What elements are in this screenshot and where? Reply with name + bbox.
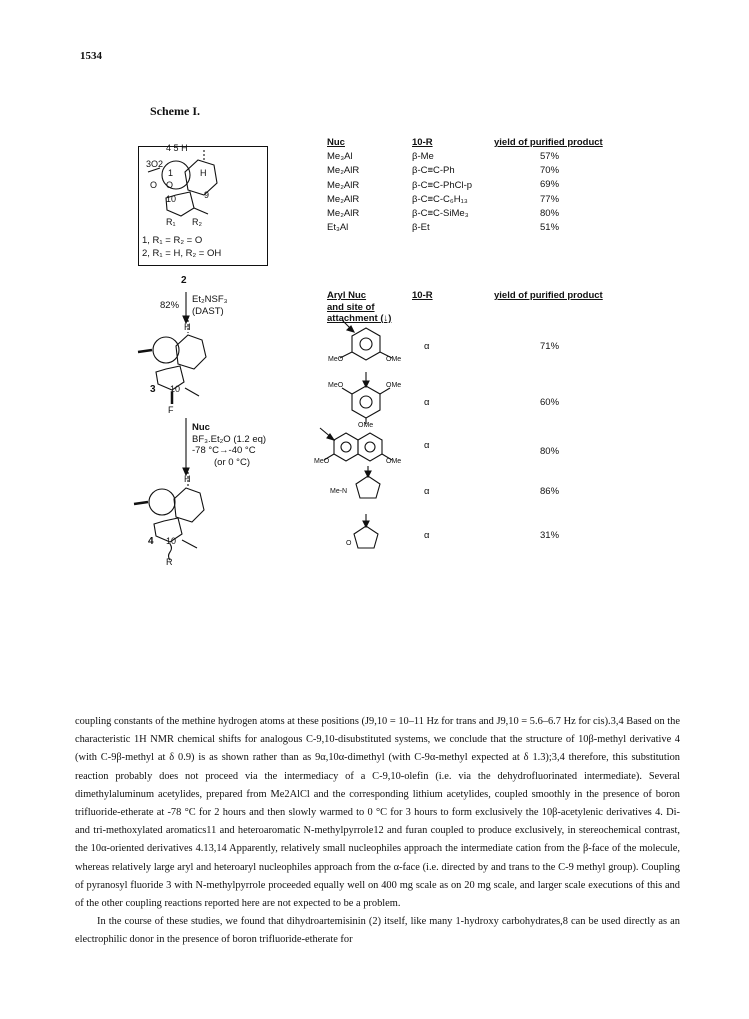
table2-header-yield: yield of purified product — [494, 290, 603, 301]
paragraph-2: In the course of these studies, we found that dihydroartemisinin (2) itself, like many 1-hydroxy carbohydrates,8 can be used directly as an electrophilic donor in the presence of boron trifluoride-etherate for — [75, 916, 680, 946]
page-number: 1534 — [80, 50, 102, 62]
top-struct-label-h: H — [200, 168, 207, 178]
top-struct-label-r2: R₂ — [192, 217, 202, 227]
compound-1-label: 1, R₁ = R₂ = O — [142, 235, 203, 246]
top-struct-label-45h: 4 5 H — [166, 143, 188, 153]
body-text — [75, 713, 680, 950]
aryl2-label-ome: OMe — [386, 382, 402, 389]
pyrrole-label: Me-N — [330, 488, 348, 495]
table1-cell: β-Et — [412, 222, 430, 234]
top-struct-label-o: O — [150, 180, 158, 190]
table1-cell: 77% — [540, 193, 560, 205]
aryl1-label-ome: OMe — [386, 356, 402, 363]
table1-cell: 51% — [540, 222, 560, 234]
table2-row3-r: α — [424, 440, 430, 451]
coupling-reagents: Nuc BF₃.Et₂O (1.2 eq) -78 °C→-40 °C (or 0 °C) — [192, 422, 267, 468]
table1-cell: β-C≡C-PhCl-p — [412, 179, 473, 191]
top-struct-label-o2: O — [166, 180, 174, 190]
aryl-1-structure — [340, 320, 392, 360]
top-struct-label-10: 10 — [166, 194, 177, 204]
table1-cell: Me₂AlR — [327, 165, 360, 177]
table1-cell: Me₂AlR — [327, 193, 360, 205]
aryl-2-structure — [342, 372, 390, 424]
table1-cell: Me₃Al — [327, 151, 353, 163]
top-struct-label-r1: R₁ — [166, 217, 176, 227]
compound-4-number: 4 — [148, 536, 154, 547]
compound-3-number: 3 — [150, 384, 156, 395]
dast-reagent: Et₂NSF₃ (DAST) — [192, 294, 228, 317]
compound-2-label: 2, R₁ = H, R₂ = OH — [142, 248, 222, 259]
compound-3-f: F — [168, 405, 174, 415]
compound-3-h: H — [184, 322, 191, 332]
table1-header-nuc: Nuc — [327, 137, 345, 148]
aryl2-label-ome2: OMe — [358, 422, 374, 429]
table2-header-aryl: Aryl Nuc and site of attachment (↓) — [327, 290, 392, 324]
aryl3-label-meo: MeO — [314, 458, 330, 465]
table2-row1-yield: 71% — [540, 341, 560, 352]
aryl3-label-ome: OMe — [386, 458, 402, 465]
aryl2-label-meo: MeO — [328, 382, 344, 389]
aryl1-label-meo: MeO — [328, 356, 344, 363]
compound-3-10: 10 — [170, 384, 181, 394]
table1-header-yield: yield of purified product — [494, 137, 603, 148]
top-struct-label-1: 1 — [168, 168, 174, 178]
pyrrole-structure — [356, 466, 380, 498]
table1-cell: 69% — [540, 179, 560, 191]
table1-cell: 70% — [540, 165, 560, 177]
table1-header-10r: 10-R — [412, 137, 433, 148]
table1-cell: β-C≡C-C₆H₁₃ — [412, 193, 468, 205]
furan-structure — [354, 514, 378, 548]
table2-row2-yield: 60% — [540, 397, 560, 408]
table1-col-yield — [540, 150, 559, 235]
compound-4-h: H — [184, 474, 191, 484]
table1-cell: β-C≡C-Ph — [412, 165, 455, 177]
compound-4-structure — [134, 472, 204, 560]
table2-row5-r: α — [424, 530, 430, 541]
top-struct-label-3o2: 3O2 — [146, 159, 164, 169]
table1-cell: β-C≡C-SiMe₃ — [412, 208, 469, 220]
table1-cell: Me₂AlR — [327, 179, 360, 191]
furan-label: O — [346, 540, 352, 547]
dast-yield: 82% — [160, 300, 180, 311]
table2-row5-yield: 31% — [540, 530, 560, 541]
table2-row1-r: α — [424, 341, 430, 352]
table2-header-10r: 10-R — [412, 290, 433, 301]
table1-cell: 57% — [540, 151, 560, 162]
aryl-3-structure — [320, 428, 392, 461]
paragraph-1: coupling constants of the methine hydrogen atoms at these positions (J9,10 = 10–11 Hz for trans and J9,10 = 5.6–6.7 Hz for cis).3,4 Based on the characteristic 1H NMR chemical shifts for analogous C-9,10-disubstituted systems, we conclude that the structure of 10β-methyl derivative 4 (with C-9β-methyl at δ 0.9) is as shown rather than as 9α,10α-dimethyl (with C-9α-methyl expected at δ 1.3);3,4 therefore, this substitution reaction probably does not proceed via the intermediacy of a C-9,10-olefin (i.e. via the dehydrofluorinated intermediate). Several dimethylaluminum acetylides, prepared from Me2AlCl and the corresponding lithium acetylides, coupled smoothly in the presence of boron trifluoride-etherate at -78 °C for 2 hours and then slowly warmed to 0 °C for 3 hours to form exclusively the 10β-acetylenic derivatives 4. Di- and tri-methoxylated aromatics11 and heteroaromatic N-methylpyrrole12 and furan coupled to produce exclusively, in stereochemical contrast, the 10α-oriented derivatives 4.13,14 Apparently, relatively small nucleophiles approach the intermediate cation from the β-face of the molecule, whereas relatively large aryl and heteroaryl nucleophiles approach from the α-face (i.e. directed by and trans to the C-9 methyl group). Coupling of pyranosyl fluoride 3 with N-methylpyrrole proceeded equally well on 400 mg scale as on 20 mg scale, and larger scale executions of this and of the other coupling reactions reported here are not expected to be a problem. — [75, 716, 680, 910]
compound-2-number: 2 — [181, 275, 187, 286]
table1-col-nuc — [327, 136, 359, 235]
table2-row2-r: α — [424, 397, 430, 408]
scheme-title: Scheme I. — [150, 104, 200, 118]
table1-cell: 80% — [540, 207, 560, 219]
table1-col-10r — [412, 136, 472, 235]
compound-4-r: R — [166, 557, 173, 567]
table2-row4-r: α — [424, 486, 430, 497]
compound-4-10: 10 — [166, 536, 177, 546]
top-struct-label-9: 9 — [204, 190, 210, 200]
table1-cell: Et₃Al — [327, 222, 349, 234]
table2-row4-yield: 86% — [540, 486, 560, 497]
table2-row3-yield: 80% — [540, 446, 560, 457]
table1-cell: β-Me — [412, 151, 434, 163]
table1-cell: Me₂AlR — [327, 208, 360, 220]
